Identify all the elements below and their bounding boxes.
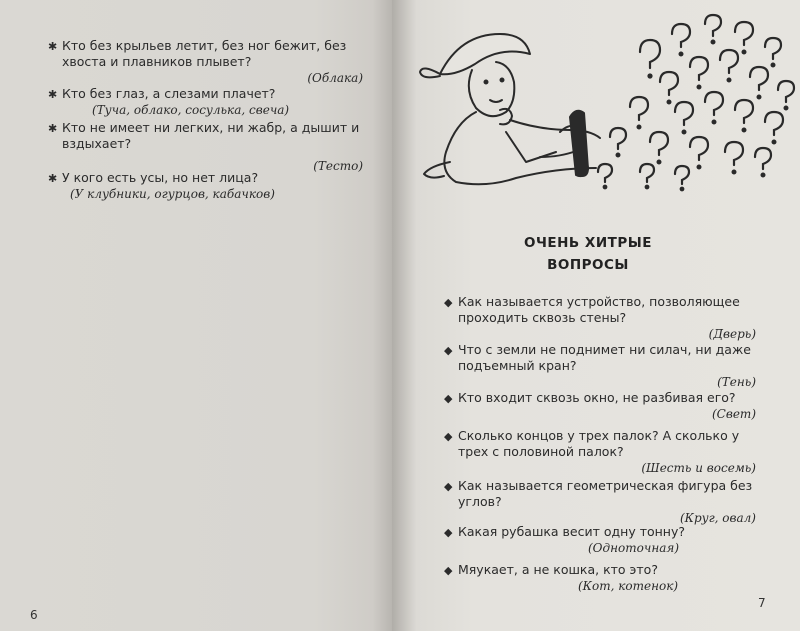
riddle-answer: (Туча, облако, сосулька, свеча) <box>92 103 290 117</box>
riddle-answer: (Круг, овал) <box>680 511 756 525</box>
riddle-item <box>444 524 758 556</box>
riddle-question: Кто без крыльев летит, без ног бежит, без хвоста и плавников плывет? <box>62 38 347 69</box>
riddle-question: Мяукает, а не кошка, кто это? <box>458 562 658 577</box>
riddle-item <box>48 86 367 118</box>
riddle-question: Как называется геометрическая фигура без углов? <box>458 478 753 509</box>
riddle-item <box>444 562 758 594</box>
boy-with-question-marks-illustration <box>410 12 800 192</box>
diamond-bullet-icon: ◆ <box>444 480 453 493</box>
riddle-item <box>48 38 367 86</box>
asterisk-icon: ✱ <box>48 122 58 135</box>
riddle-answer: (Тесто) <box>313 159 363 173</box>
riddle-item <box>444 478 758 526</box>
asterisk-icon: ✱ <box>48 172 58 185</box>
diamond-bullet-icon: ◆ <box>444 526 453 539</box>
question-mark-icon <box>640 40 660 78</box>
riddle-question: Кто не имеет ни легких, ни жабр, а дышит и вздыхает? <box>62 120 360 151</box>
heading-line-2: ВОПРОСЫ <box>547 257 629 273</box>
asterisk-icon: ✱ <box>48 40 58 53</box>
asterisk-icon: ✱ <box>48 88 58 101</box>
riddle-item <box>444 294 758 342</box>
diamond-bullet-icon: ◆ <box>444 392 453 405</box>
riddle-answer: (Дверь) <box>708 327 756 341</box>
riddle-question: Сколько концов у трех палок? А сколько у трех с половиной палок? <box>458 428 740 459</box>
diamond-bullet-icon: ◆ <box>444 344 453 357</box>
riddle-item <box>48 120 367 174</box>
riddle-answer: (Одноточная) <box>588 541 680 555</box>
riddle-answer: (Свет) <box>711 407 756 421</box>
riddle-answer: (У клубники, огурцов, кабачков) <box>70 187 275 201</box>
diamond-bullet-icon: ◆ <box>444 296 453 309</box>
riddle-question: Что с земли не поднимет ни силач, ни даже подъемный кран? <box>458 342 751 373</box>
riddle-item <box>48 170 367 202</box>
page-number-left: 6 <box>30 608 38 622</box>
riddle-answer: (Облака) <box>307 71 363 85</box>
section-heading <box>508 232 668 276</box>
heading-line-1: ОЧЕНЬ ХИТРЫЕ <box>524 235 652 251</box>
riddle-answer: (Тень) <box>717 375 756 389</box>
riddle-question: У кого есть усы, но нет лица? <box>62 170 259 185</box>
riddle-question: Как называется устройство, позволяющее проходить сквозь стены? <box>458 294 740 325</box>
riddle-item <box>444 390 758 422</box>
riddle-item <box>444 428 758 476</box>
riddle-answer: (Шесть и восемь) <box>641 461 756 475</box>
riddle-item <box>444 342 758 390</box>
riddle-question: Какая рубашка весит одну тонну? <box>458 524 686 539</box>
riddle-answer: (Кот, котенок) <box>578 579 679 593</box>
page-number-right: 7 <box>758 596 766 610</box>
riddle-question: Кто без глаз, а слезами плачет? <box>62 86 276 101</box>
riddle-question: Кто входит сквозь окно, не разбивая его? <box>458 390 736 405</box>
diamond-bullet-icon: ◆ <box>444 564 453 577</box>
diamond-bullet-icon: ◆ <box>444 430 453 443</box>
